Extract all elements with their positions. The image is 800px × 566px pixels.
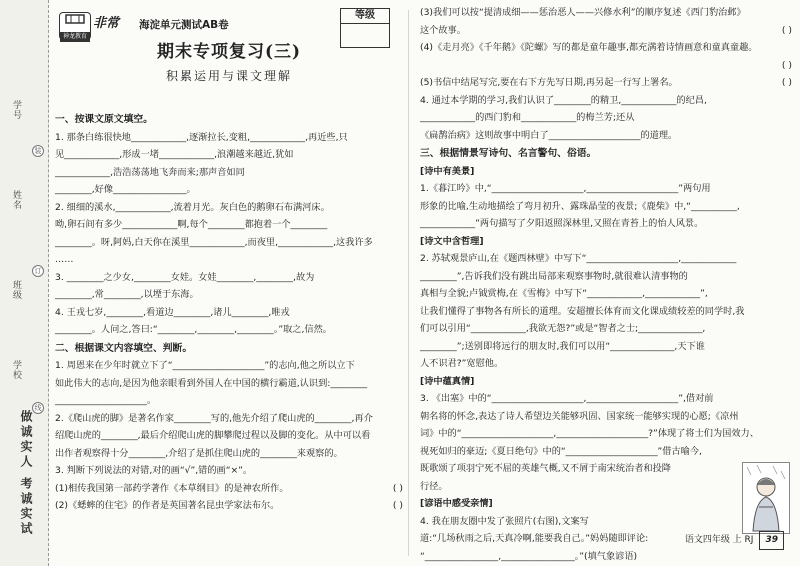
judge-text: (4)《走月亮》《千年鹅》《陀螺》写的都是童年趣事,都充满着诗情画意和童真童趣。	[420, 42, 758, 53]
child-in-rain-illustration	[742, 462, 790, 534]
question-line: 词》中的“____________________,____________________?”体现了将士们为国效力、	[420, 428, 759, 439]
judge-text: (3)我们可以按“提清成细——惩治恶人——兴修水利”的顺序复述《西门豹治邺》	[420, 7, 746, 18]
page-title: 期末专项复习(三)	[156, 42, 302, 62]
class-label: 班级	[11, 280, 21, 300]
binding-mark: 线	[32, 402, 44, 414]
student-id-label: 学号	[11, 100, 21, 120]
brand-name: 非常	[93, 16, 120, 31]
question-line: 3. 判断下列说法的对错,对的画“√”,错的画“×”。	[55, 465, 253, 476]
question-line: ____________”两句描写了夕阳返照深林里,又照在青苔上的怡人风景。	[420, 218, 704, 229]
question-line: 行径。	[420, 480, 448, 492]
question-line: 人不识君?”宽慰他。	[420, 358, 504, 369]
question-line: ________。呀,阿妈,白天你在溪里____________,而夜里,____________,这我许多	[55, 236, 373, 248]
question-line: ________,常________,以堙于东海。	[55, 289, 199, 300]
right-column	[420, 0, 792, 566]
judge-item	[420, 22, 792, 40]
question-tag	[420, 163, 792, 181]
answer-parens[interactable]: ( )	[392, 482, 403, 494]
question-line: ____________________。	[55, 395, 157, 406]
question-line: 2.《爬山虎的脚》是著名作家________写的,他先介绍了爬山虎的________,再介	[55, 412, 373, 424]
judge-item	[420, 57, 792, 75]
question-line: 见____________,形成一堵____________,浪潮越来越近,犹如	[55, 149, 294, 160]
question-line: 4. 王戎七岁,________,看道边________,诸儿________,唯戎	[55, 306, 290, 318]
question-tag	[420, 373, 792, 391]
judge-item	[420, 4, 792, 22]
question-line: 让我们懂得了事物各有所长的道理。安超擅长体育而文化课成绩较差的同学时,我	[420, 305, 745, 317]
page-subtitle: 积累运用与课文理解	[165, 69, 292, 83]
answer-parens[interactable]: ( )	[781, 59, 792, 71]
grade-label: 等级	[341, 9, 389, 24]
logo-icon	[59, 12, 91, 40]
question-line: ________,好像________________。	[55, 184, 196, 195]
school-label: 学校	[11, 360, 21, 380]
question-line: 3. 《出塞》中的“____________________,____________________”,借对前	[420, 393, 714, 404]
section-3-title: 三、根据情景写诗句、名言警句、俗语。	[420, 148, 597, 159]
judge-item	[420, 74, 792, 92]
question-line: 绍爬山虎的________,最后介绍爬山虎的脚攀爬过程以及脚的变化。从中可以看	[55, 430, 371, 441]
binding-mark: 装	[32, 145, 44, 157]
grade-box	[340, 8, 390, 48]
question-line: ________。人问之,答曰:“________,________,________。”取之,信然。	[55, 324, 332, 335]
question-line: 4. 通过本学期的学习,我们认识了________的精卫,____________的纪昌,	[420, 94, 707, 106]
binding-mark: 订	[32, 265, 44, 277]
judge-item	[55, 480, 403, 498]
question-line: 4. 我在朋友圈中发了张照片(右图),文案写	[420, 515, 589, 527]
question-line: ________”,告诉我们没有跳出局部来观察事物时,就很难认清事物的	[420, 270, 688, 282]
question-line: 2. 细细的溪水,____________,流着月光。灰白色的鹅卵石布满河床。	[55, 201, 330, 213]
publisher-logo	[59, 12, 269, 40]
question-line: ____________的西门豹和____________的梅兰芳;还从	[420, 112, 635, 123]
tag-label: [诗中有美景]	[420, 165, 475, 177]
judge-item	[55, 497, 403, 515]
tag-label: [诗中蕴真情]	[420, 375, 475, 387]
question-line: 们可以引用“____________,我欲无怨?”或是“智者之士;______________,	[420, 323, 706, 334]
question-line: 既歌颂了项羽宁死不屈的英雄气概,又不屑于南宋统治者和投降	[420, 463, 671, 474]
judge-text: (1)相传我国第一部药学著作《本草纲目》的是神农所作。	[55, 482, 289, 494]
footer-text: 语文四年级 上 RJ	[684, 534, 754, 545]
judge-text: (2)《蟋蟀的住宅》的作者是英国著名昆虫学家法布尔。	[55, 500, 280, 511]
tag-label: [诗文中含哲理]	[420, 235, 484, 247]
answer-parens[interactable]: ( )	[781, 24, 792, 36]
judge-item	[420, 39, 792, 57]
question-line: 1.《暮江吟》中,“____________________,____________________”两句用	[420, 183, 711, 194]
question-tag	[420, 233, 792, 251]
question-line: ____________,浩浩荡荡地飞奔而来;那声音如同	[55, 166, 245, 178]
tag-label: [谚语中感受亲情]	[420, 498, 493, 509]
judge-text: 这个故事。	[420, 24, 466, 36]
page-header	[55, 0, 403, 110]
judge-text: (5)书信中结尾写完,要在右下方先写日期,再另起一行写上署名。	[420, 77, 678, 88]
question-line: 真相与全貌;卢钺赏梅,在《雪梅》中写下“____________,____________”,	[420, 288, 708, 299]
question-line: 2. 苏轼观景庐山,在《题西林壁》中写下“____________________,____________	[420, 253, 737, 264]
answer-parens[interactable]: ( )	[392, 500, 403, 511]
question-line: 出作者观察得十分________,介绍了是抓住爬山虎的________来观察的。	[55, 447, 343, 459]
section-1-title: 一、按课文原文填空。	[55, 114, 153, 125]
question-line: 呦,卵石间有多少____________啊,每个________都抱着一个________	[55, 219, 328, 230]
name-label: 姓名	[11, 190, 21, 210]
question-line: 《扁鹊治病》这则故事中明白了____________________的道理。	[420, 129, 678, 141]
question-line: “________________,________________。”(填气象谚语)	[420, 550, 638, 562]
honesty-slogan: 做诚实人 考诚实试	[19, 410, 33, 538]
question-line: 道:“几场秋雨之后,天真冷啊,能要我自己。”妈妈随即评论:	[420, 533, 649, 544]
question-line: 形象的比喻,生动地描绘了弯月初升、露珠晶莹的夜景;《鹿柴》中,“__________,	[420, 200, 740, 212]
page-number: 39	[759, 531, 784, 551]
question-line: 如此伟大的志向,是因为他亲眼看到外国人在中国的横行霸道,认识到:________	[55, 377, 368, 389]
question-line: 朝名将的怀念,表达了诗人希望边关能够巩固、国家统一能够实现的心愿;《凉州	[420, 410, 739, 422]
question-tag	[420, 495, 792, 513]
left-column	[55, 0, 403, 566]
page-divider	[408, 10, 409, 556]
question-line: 视死如归的豪迈;《夏日绝句》中的“____________________”借古喻今,	[420, 445, 702, 457]
logo-text: 神龙教育	[60, 32, 90, 42]
question-line: 1. 那条白练很快地____________,逐渐拉长,变粗,____________,再近些,只	[55, 131, 348, 143]
question-line: ________”;送别即将远行的朋友时,我们可以用“______________,天下谁	[420, 340, 705, 352]
series-name: 海淀单元测试AB卷	[139, 19, 229, 31]
page-footer	[685, 531, 784, 551]
question-line: 3. ________之少女,________女娃。女娃________,________,故为	[55, 271, 315, 283]
question-line: 1. 周恩来在少年时就立下了“____________________”的志向,他之所以立下	[55, 360, 355, 371]
binding-spine	[0, 0, 49, 566]
question-line: ……	[55, 254, 74, 265]
answer-parens[interactable]: ( )	[781, 77, 792, 88]
section-2-title: 二、根据课文内容填空、判断。	[55, 342, 193, 354]
